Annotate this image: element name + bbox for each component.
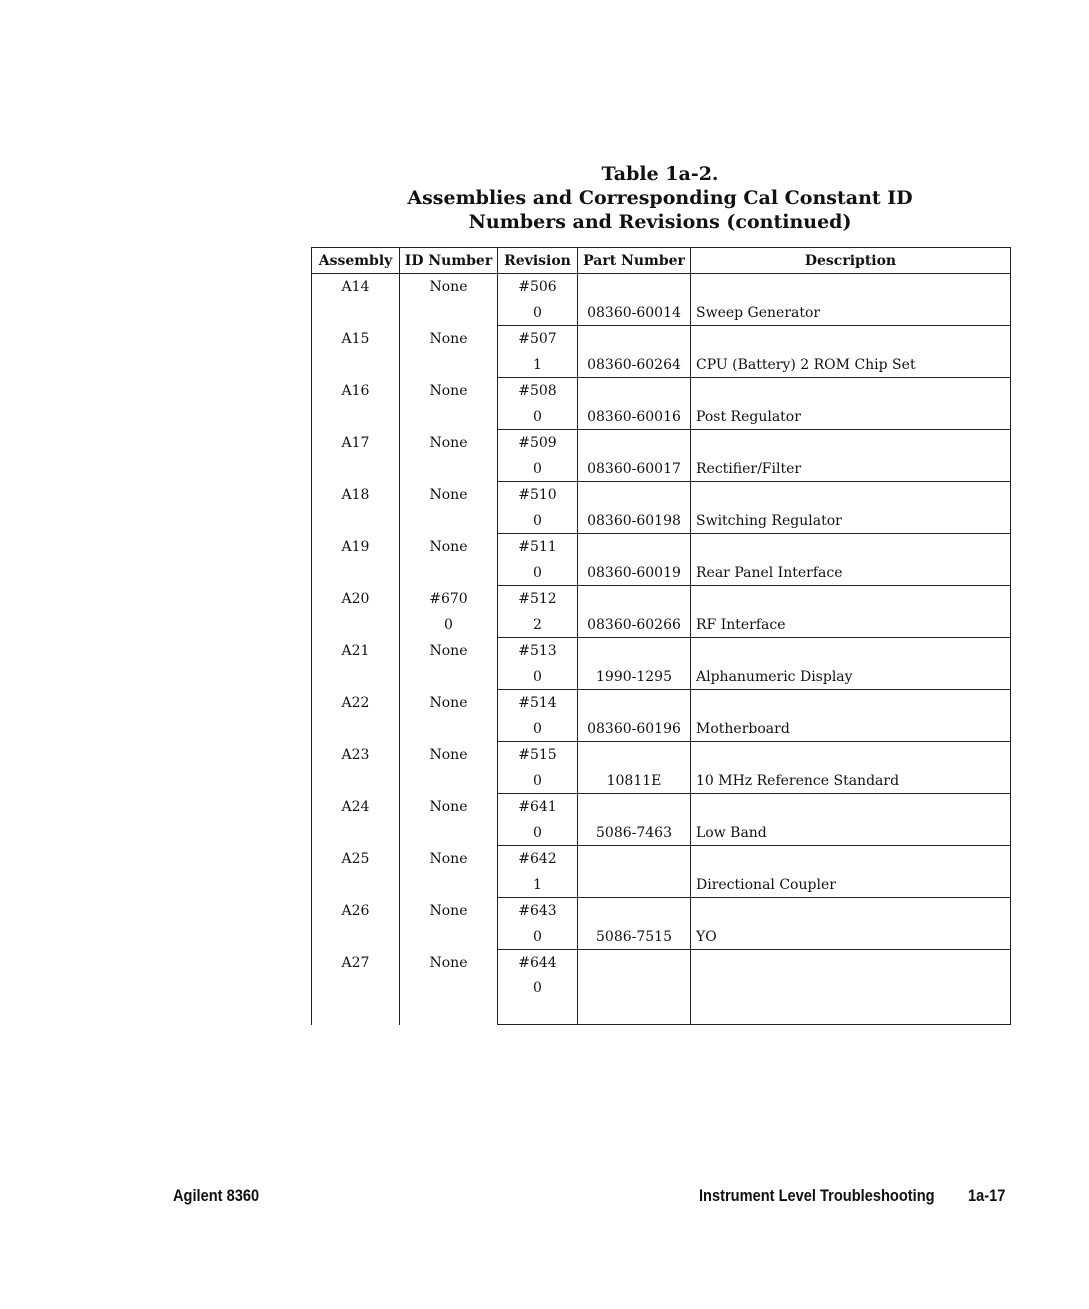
id-number-cell: None — [400, 950, 498, 977]
assembly-cell: A25 — [312, 846, 400, 873]
table-row — [312, 586, 1011, 613]
table-row-detail — [312, 352, 1011, 378]
revision-cell: #643 — [498, 898, 578, 925]
assembly-cell — [312, 716, 400, 742]
id-number-cell — [400, 716, 498, 742]
assembly-cell — [312, 976, 400, 1025]
description-cell: RF Interface — [691, 612, 1011, 638]
assembly-cell: A19 — [312, 534, 400, 561]
revision-cell: 0 — [498, 768, 578, 794]
description-cell — [691, 326, 1011, 353]
description-cell — [691, 586, 1011, 613]
assembly-cell — [312, 820, 400, 846]
id-number-cell: None — [400, 326, 498, 353]
header-description: Description — [691, 248, 1011, 274]
id-number-cell: None — [400, 742, 498, 769]
part-number-cell: 10811E — [578, 768, 691, 794]
id-number-cell — [400, 456, 498, 482]
revision-cell: #644 — [498, 950, 578, 977]
description-cell — [691, 742, 1011, 769]
table-row — [312, 638, 1011, 665]
revision-cell: 0 — [498, 560, 578, 586]
assembly-cell: A16 — [312, 378, 400, 405]
assembly-cell: A22 — [312, 690, 400, 717]
part-number-cell — [578, 872, 691, 898]
table-body — [312, 274, 1011, 1025]
assembly-cell: A27 — [312, 950, 400, 977]
revision-cell: 1 — [498, 352, 578, 378]
assembly-cell — [312, 612, 400, 638]
table-row-detail — [312, 508, 1011, 534]
table-row — [312, 898, 1011, 925]
assembly-cell — [312, 404, 400, 430]
id-number-cell: #670 — [400, 586, 498, 613]
table-row-detail — [312, 404, 1011, 430]
assembly-cell: A20 — [312, 586, 400, 613]
header-id-number: ID Number — [400, 248, 498, 274]
part-number-cell — [578, 690, 691, 717]
table-header-row — [312, 248, 1011, 274]
part-number-cell — [578, 898, 691, 925]
revision-cell: #508 — [498, 378, 578, 405]
description-cell: Directional Coupler — [691, 872, 1011, 898]
revision-cell: 0 — [498, 664, 578, 690]
part-number-cell: 08360-60266 — [578, 612, 691, 638]
part-number-cell — [578, 378, 691, 405]
description-cell — [691, 378, 1011, 405]
table-row-detail — [312, 716, 1011, 742]
description-cell — [691, 846, 1011, 873]
table-title-line-2: Numbers and Revisions (continued) — [468, 211, 852, 233]
description-cell: Rear Panel Interface — [691, 560, 1011, 586]
id-number-cell: None — [400, 638, 498, 665]
id-number-cell — [400, 820, 498, 846]
header-assembly: Assembly — [312, 248, 400, 274]
revision-cell: #512 — [498, 586, 578, 613]
id-number-cell — [400, 352, 498, 378]
revision-cell: #513 — [498, 638, 578, 665]
revision-cell: #514 — [498, 690, 578, 717]
description-cell: Post Regulator — [691, 404, 1011, 430]
assembly-cell: A17 — [312, 430, 400, 457]
description-cell — [691, 794, 1011, 821]
id-number-cell: 0 — [400, 612, 498, 638]
header-part-number: Part Number — [578, 248, 691, 274]
assembly-cell: A18 — [312, 482, 400, 509]
description-cell: Motherboard — [691, 716, 1011, 742]
id-number-cell: None — [400, 690, 498, 717]
table-row-detail — [312, 612, 1011, 638]
part-number-cell: 08360-60016 — [578, 404, 691, 430]
footer-product: Agilent 8360 — [173, 1186, 260, 1205]
revision-cell: 0 — [498, 716, 578, 742]
part-number-cell: 08360-60014 — [578, 300, 691, 326]
table-number: Table 1a-2. — [601, 163, 719, 185]
description-cell — [691, 976, 1011, 1025]
revision-cell: #511 — [498, 534, 578, 561]
part-number-cell: 08360-60196 — [578, 716, 691, 742]
description-cell: Switching Regulator — [691, 508, 1011, 534]
description-cell: Alphanumeric Display — [691, 664, 1011, 690]
id-number-cell — [400, 924, 498, 950]
assembly-cell: A15 — [312, 326, 400, 353]
table-row — [312, 794, 1011, 821]
revision-cell: 0 — [498, 456, 578, 482]
assembly-cell: A23 — [312, 742, 400, 769]
assembly-cell: A21 — [312, 638, 400, 665]
description-cell: Sweep Generator — [691, 300, 1011, 326]
revision-cell: #641 — [498, 794, 578, 821]
table-row-detail — [312, 664, 1011, 690]
table-row — [312, 274, 1011, 301]
table-row — [312, 690, 1011, 717]
assemblies-table — [311, 247, 1011, 1025]
table-row — [312, 534, 1011, 561]
part-number-cell — [578, 794, 691, 821]
table-row — [312, 326, 1011, 353]
id-number-cell: None — [400, 898, 498, 925]
revision-cell: #506 — [498, 274, 578, 301]
id-number-cell: None — [400, 846, 498, 873]
assembly-cell — [312, 300, 400, 326]
revision-cell: #642 — [498, 846, 578, 873]
table-row — [312, 482, 1011, 509]
description-cell — [691, 898, 1011, 925]
revision-cell: #510 — [498, 482, 578, 509]
revision-cell: 0 — [498, 976, 578, 1025]
part-number-cell: 1990-1295 — [578, 664, 691, 690]
description-cell: Rectifier/Filter — [691, 456, 1011, 482]
assembly-cell: A14 — [312, 274, 400, 301]
description-cell: YO — [691, 924, 1011, 950]
table-row-detail — [312, 924, 1011, 950]
table-row-detail — [312, 872, 1011, 898]
part-number-cell — [578, 586, 691, 613]
table-row-detail — [312, 560, 1011, 586]
part-number-cell — [578, 482, 691, 509]
id-number-cell: None — [400, 274, 498, 301]
revision-cell: 0 — [498, 820, 578, 846]
table-row — [312, 742, 1011, 769]
id-number-cell: None — [400, 430, 498, 457]
revision-cell: #515 — [498, 742, 578, 769]
revision-cell: 0 — [498, 924, 578, 950]
assembly-cell — [312, 924, 400, 950]
revision-cell: 2 — [498, 612, 578, 638]
description-cell — [691, 690, 1011, 717]
part-number-cell: 5086-7463 — [578, 820, 691, 846]
revision-cell: 0 — [498, 508, 578, 534]
id-number-cell: None — [400, 378, 498, 405]
assembly-cell — [312, 352, 400, 378]
footer-section: Instrument Level Troubleshooting — [699, 1186, 935, 1205]
table-title-line-1: Assemblies and Corresponding Cal Constant ID — [407, 187, 913, 209]
part-number-cell: 08360-60198 — [578, 508, 691, 534]
id-number-cell: None — [400, 482, 498, 509]
id-number-cell — [400, 508, 498, 534]
id-number-cell — [400, 404, 498, 430]
part-number-cell — [578, 534, 691, 561]
table-row-detail — [312, 820, 1011, 846]
assembly-cell — [312, 872, 400, 898]
footer-page-number: 1a-17 — [968, 1186, 1006, 1205]
description-cell: 10 MHz Reference Standard — [691, 768, 1011, 794]
revision-cell: 0 — [498, 300, 578, 326]
id-number-cell: None — [400, 794, 498, 821]
part-number-cell: 08360-60017 — [578, 456, 691, 482]
description-cell — [691, 950, 1011, 977]
part-number-cell — [578, 976, 691, 1025]
assembly-cell — [312, 508, 400, 534]
table-row-detail — [312, 976, 1011, 1025]
revision-cell: 0 — [498, 404, 578, 430]
part-number-cell: 08360-60264 — [578, 352, 691, 378]
id-number-cell — [400, 560, 498, 586]
id-number-cell: None — [400, 534, 498, 561]
description-cell — [691, 638, 1011, 665]
table-row-detail — [312, 768, 1011, 794]
assembly-cell — [312, 456, 400, 482]
description-cell — [691, 482, 1011, 509]
table-row — [312, 950, 1011, 977]
part-number-cell — [578, 638, 691, 665]
part-number-cell: 5086-7515 — [578, 924, 691, 950]
id-number-cell — [400, 976, 498, 1025]
part-number-cell — [578, 326, 691, 353]
revision-cell: #509 — [498, 430, 578, 457]
table-row — [312, 846, 1011, 873]
table-row-detail — [312, 300, 1011, 326]
table-row-detail — [312, 456, 1011, 482]
id-number-cell — [400, 664, 498, 690]
table-row — [312, 378, 1011, 405]
revision-cell: 1 — [498, 872, 578, 898]
part-number-cell — [578, 274, 691, 301]
id-number-cell — [400, 768, 498, 794]
assembly-cell: A24 — [312, 794, 400, 821]
assembly-cell — [312, 664, 400, 690]
part-number-cell — [578, 430, 691, 457]
description-cell — [691, 534, 1011, 561]
description-cell — [691, 274, 1011, 301]
assembly-cell: A26 — [312, 898, 400, 925]
part-number-cell — [578, 846, 691, 873]
revision-cell: #507 — [498, 326, 578, 353]
description-cell: Low Band — [691, 820, 1011, 846]
assembly-cell — [312, 768, 400, 794]
description-cell — [691, 430, 1011, 457]
part-number-cell — [578, 950, 691, 977]
table-caption — [310, 162, 1010, 234]
part-number-cell — [578, 742, 691, 769]
id-number-cell — [400, 872, 498, 898]
header-revision: Revision — [498, 248, 578, 274]
part-number-cell: 08360-60019 — [578, 560, 691, 586]
assembly-cell — [312, 560, 400, 586]
id-number-cell — [400, 300, 498, 326]
table-row — [312, 430, 1011, 457]
description-cell: CPU (Battery) 2 ROM Chip Set — [691, 352, 1011, 378]
